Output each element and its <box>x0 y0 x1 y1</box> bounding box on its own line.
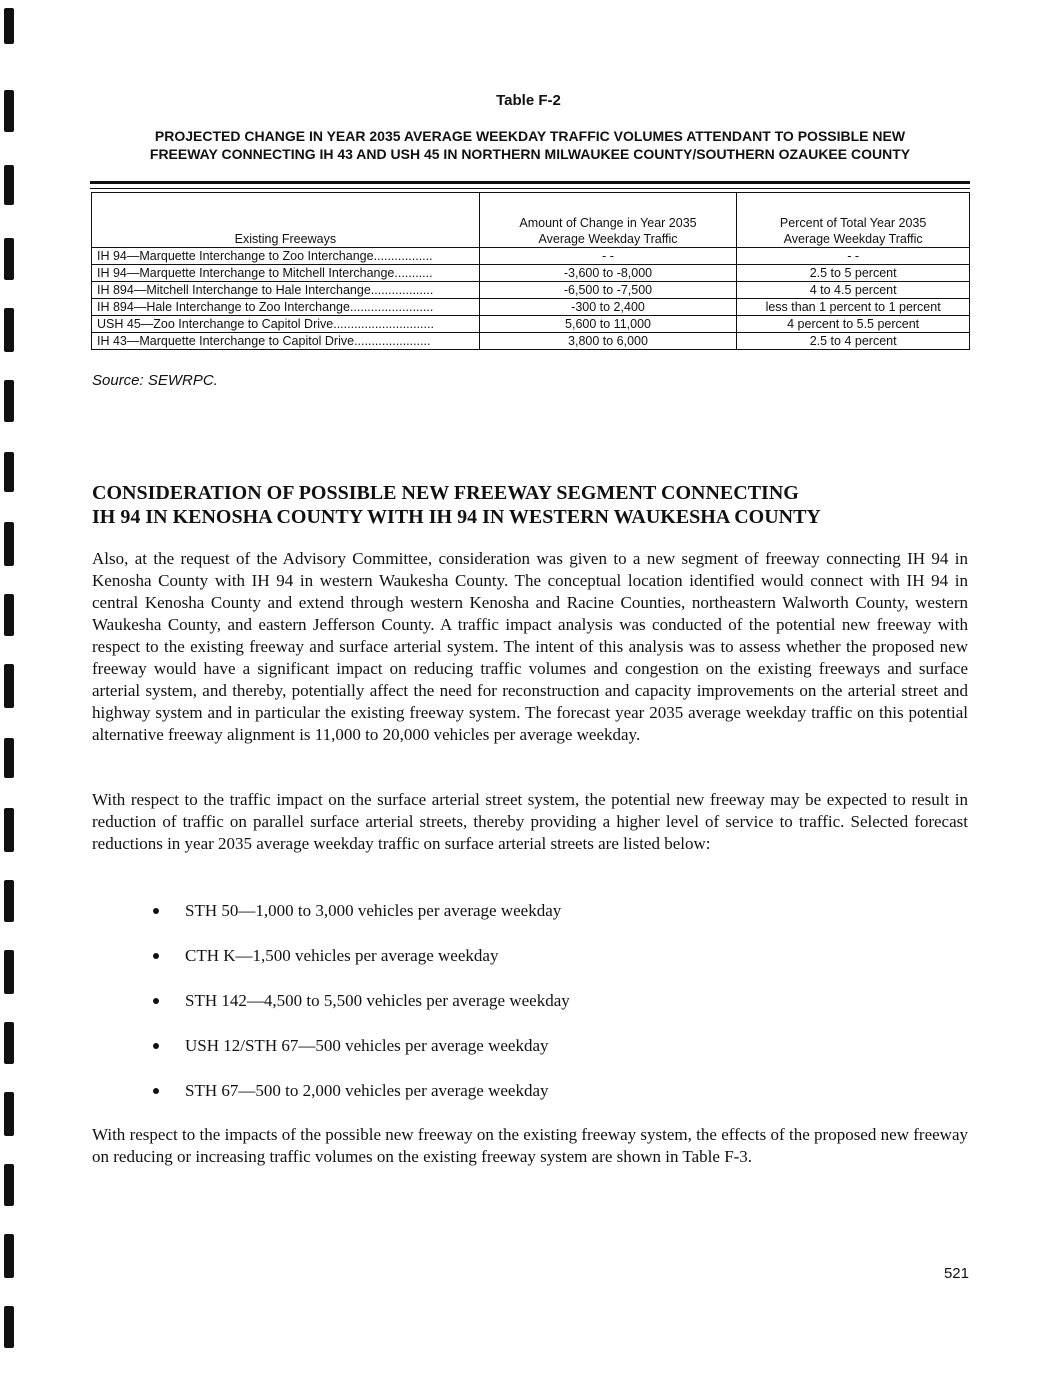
reduction-list <box>150 900 570 1125</box>
table-row <box>92 282 970 299</box>
percent-cell: - - <box>737 248 970 265</box>
page-number: 521 <box>943 1265 969 1282</box>
bullet-icon <box>153 908 159 914</box>
percent-cell: 4 to 4.5 percent <box>737 282 970 299</box>
table-row <box>92 248 970 265</box>
amount-cell: -6,500 to -7,500 <box>479 282 737 299</box>
binding-marks <box>0 0 24 1379</box>
segment-cell: IH 43—Marquette Interchange to Capitol Drive...................... <box>92 333 480 350</box>
table-top-rule <box>90 181 970 184</box>
segment-cell: IH 894—Mitchell Interchange to Hale Interchange.................. <box>92 282 480 299</box>
list-item: STH 142—4,500 to 5,500 vehicles per average weekday <box>150 990 570 1035</box>
header-existing-freeways: Existing Freeways <box>92 193 480 248</box>
body-paragraph-2: With respect to the traffic impact on the surface arterial street system, the potential new freeway may be expected to result in reduction of traffic on parallel surface arterial streets, thereby providing a higher level of service to traffic. Selected forecast reductions in year 2035 average weekday traffic on surface arterial streets are listed below: <box>92 790 968 853</box>
table-row <box>92 316 970 333</box>
body-paragraph-1: Also, at the request of the Advisory Committee, consideration was given to a new segment of freeway connecting IH 94 in Kenosha County with IH 94 in western Waukesha County. The conceptual location identified would connect with IH 94 in central Kenosha County and extend through western Kenosha and Racine Counties, northeastern Walworth County, western Waukesha County, and eastern Jefferson County. A traffic impact analysis was conducted of the potential new freeway with respect to the existing freeway and surface arterial system. The intent of this analysis was to assess whether the proposed new freeway would have a significant impact on reducing traffic volumes and congestion on the existing freeways and surface arterial system, and thereby, potentially affect the need for reconstruction and capacity improvements on the arterial street and highway system and in particular the existing freeway system. The forecast year 2035 average weekday traffic on this potential alternative freeway alignment is 11,000 to 20,000 vehicles per average weekday. <box>92 549 968 744</box>
amount-cell: - - <box>479 248 737 265</box>
table-number: Table F-2 <box>496 92 561 109</box>
section-heading <box>92 481 992 529</box>
bullet-icon <box>153 953 159 959</box>
table-row <box>92 265 970 282</box>
list-item: STH 50—1,000 to 3,000 vehicles per average weekday <box>150 900 570 945</box>
table-header-row <box>92 193 970 248</box>
bullet-icon <box>153 1043 159 1049</box>
bullet-icon <box>153 1088 159 1094</box>
amount-cell: 5,600 to 11,000 <box>479 316 737 333</box>
table-row <box>92 333 970 350</box>
percent-cell: less than 1 percent to 1 percent <box>737 299 970 316</box>
traffic-change-table <box>91 192 970 350</box>
table-title <box>80 127 980 163</box>
segment-cell: USH 45—Zoo Interchange to Capitol Drive............................. <box>92 316 480 333</box>
percent-cell: 2.5 to 5 percent <box>737 265 970 282</box>
list-item: STH 67—500 to 2,000 vehicles per average weekday <box>150 1080 570 1125</box>
percent-cell: 4 percent to 5.5 percent <box>737 316 970 333</box>
percent-cell: 2.5 to 4 percent <box>737 333 970 350</box>
list-item: CTH K—1,500 vehicles per average weekday <box>150 945 570 990</box>
amount-cell: 3,800 to 6,000 <box>479 333 737 350</box>
segment-cell: IH 94—Marquette Interchange to Mitchell Interchange........... <box>92 265 480 282</box>
table-title-line-1: PROJECTED CHANGE IN YEAR 2035 AVERAGE WEEKDAY TRAFFIC VOLUMES ATTENDANT TO POSSIBLE NEW <box>154 128 906 144</box>
list-item: USH 12/STH 67—500 vehicles per average weekday <box>150 1035 570 1080</box>
segment-cell: IH 94—Marquette Interchange to Zoo Interchange................. <box>92 248 480 265</box>
bullet-icon <box>153 998 159 1004</box>
amount-cell: -300 to 2,400 <box>479 299 737 316</box>
section-heading-line-2: IH 94 IN KENOSHA COUNTY WITH IH 94 IN WESTERN WAUKESHA COUNTY <box>92 506 821 528</box>
table-source-note: Source: SEWRPC. <box>92 372 218 389</box>
table-top-rule-thin <box>90 188 970 189</box>
section-heading-line-1: CONSIDERATION OF POSSIBLE NEW FREEWAY SEGMENT CONNECTING <box>92 482 799 504</box>
table-title-line-2: FREEWAY CONNECTING IH 43 AND USH 45 IN NORTHERN MILWAUKEE COUNTY/SOUTHERN OZAUKEE COUNTY <box>149 146 911 162</box>
body-paragraph-3: With respect to the impacts of the possible new freeway on the existing freeway system, the effects of the proposed new freeway on reducing or increasing traffic volumes on the existing freeway system are shown in Table F-3. <box>92 1125 968 1166</box>
amount-cell: -3,600 to -8,000 <box>479 265 737 282</box>
header-amount-of-change: Amount of Change in Year 2035 Average Weekday Traffic <box>479 193 737 248</box>
header-percent-of-total: Percent of Total Year 2035 Average Weekday Traffic <box>737 193 970 248</box>
segment-cell: IH 894—Hale Interchange to Zoo Interchange........................ <box>92 299 480 316</box>
table-row <box>92 299 970 316</box>
